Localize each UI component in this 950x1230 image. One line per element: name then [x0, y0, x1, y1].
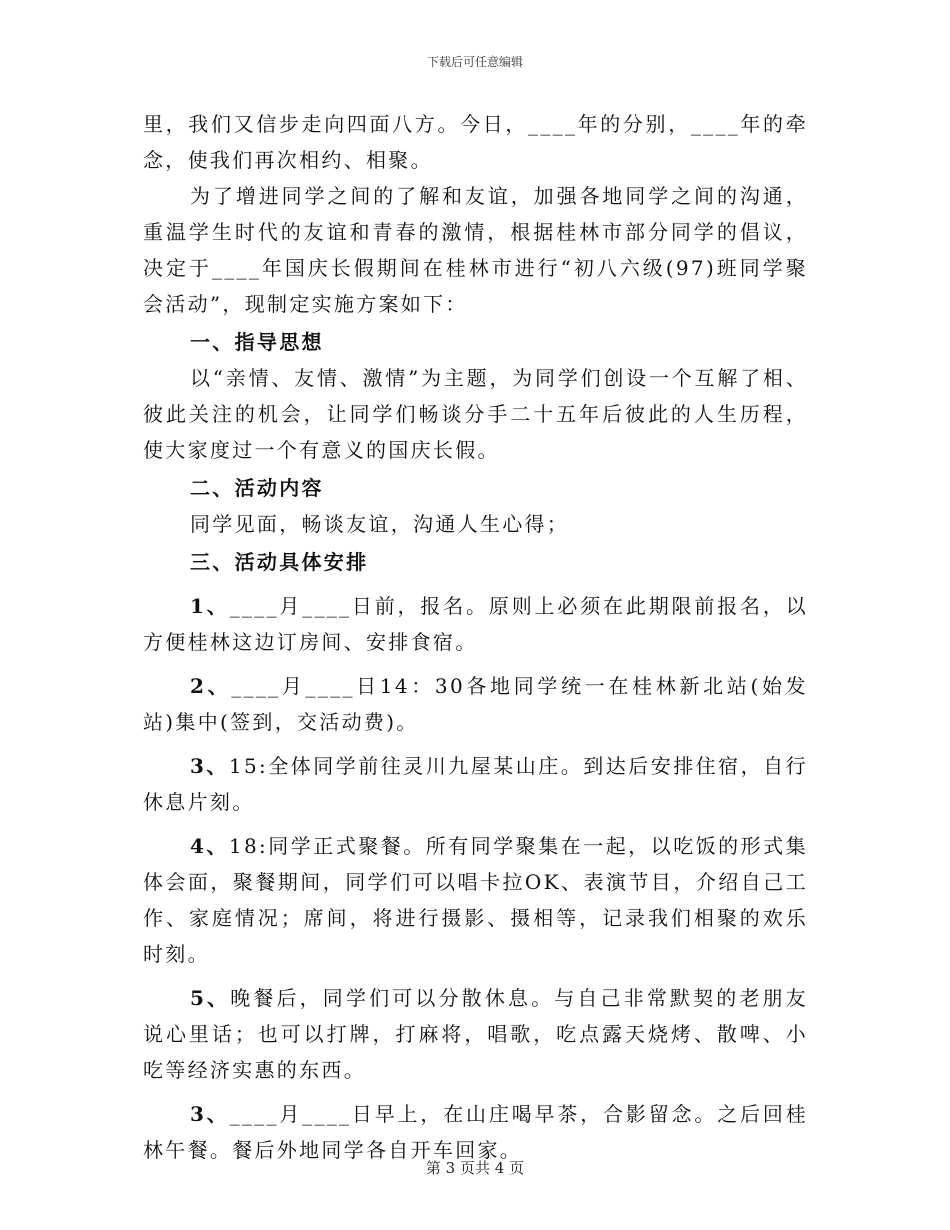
- schedule-item: [143, 668, 808, 740]
- item-text: 晚餐后，同学们可以分散休息。与自己非常默契的老朋友说心里话；也可以打牌，打麻将，唱歌，吃点露天烧烤、散啤、小吃等经济实惠的东西。: [143, 986, 808, 1082]
- document-body: [143, 106, 808, 1168]
- item-number: 3、: [190, 1102, 230, 1126]
- paragraph-continuation: 里，我们又信步走向四面八方。今日，____年的分别，____年的牵念，使我们再次相约、相聚。: [143, 112, 808, 172]
- item-number: 5、: [190, 986, 231, 1010]
- schedule-item: [143, 748, 808, 820]
- item-number: 3、: [190, 754, 229, 778]
- page-footer: 第 3 页共 4 页: [425, 1159, 525, 1177]
- schedule-item: [143, 828, 808, 972]
- item-text: ____月____日前，报名。原则上必须在此期限前报名，以方便桂林这边订房间、安排食宿。: [143, 594, 808, 654]
- item-text: ____月____日14：30各地同学统一在桂林新北站(始发站)集中(签到，交活动费)。: [143, 674, 808, 734]
- schedule-item: [143, 980, 808, 1088]
- paragraph-activity-content: 同学见面，畅谈友谊，沟通人生心得；: [190, 512, 570, 536]
- paragraph-intro: 为了增进同学之间的了解和友谊，加强各地同学之间的沟通，重温学生时代的友谊和青春的激情，根据桂林市部分同学的倡议，决定于____年国庆长假期间在桂林市进行“初八六级(97)班同学聚会活动”，现制定实施方案如下：: [143, 184, 808, 316]
- item-number: 1、: [190, 594, 230, 618]
- item-number: 4、: [190, 834, 229, 858]
- paragraph-guiding-thought: 以“亲情、友情、激情”为主题，为同学们创设一个互解了相、彼此关注的机会，让同学们畅谈分手二十五年后彼此的人生历程，使大家度过一个有意义的国庆长假。: [143, 366, 808, 462]
- section-heading-schedule: 三、活动具体安排: [190, 550, 369, 574]
- item-text: 18:同学正式聚餐。所有同学聚集在一起，以吃饭的形式集体会面，聚餐期间，同学们可以唱卡拉OK、表演节目，介绍自己工作、家庭情况；席间，将进行摄影、摄相等，记录我们相聚的欢乐时刻。: [143, 834, 808, 966]
- section-heading-activity-content: 二、活动内容: [190, 476, 324, 500]
- item-text: ____月____日早上，在山庄喝早茶，合影留念。之后回桂林午餐。餐后外地同学各自开车回家。: [143, 1102, 808, 1162]
- section-heading-guiding-thought: 一、指导思想: [190, 330, 324, 354]
- item-number: 2、: [190, 674, 232, 698]
- page-header: 下载后可任意编辑: [426, 55, 523, 69]
- item-text: 15:全体同学前往灵川九屋某山庄。到达后安排住宿，自行休息片刻。: [143, 754, 808, 814]
- schedule-item: [143, 588, 808, 660]
